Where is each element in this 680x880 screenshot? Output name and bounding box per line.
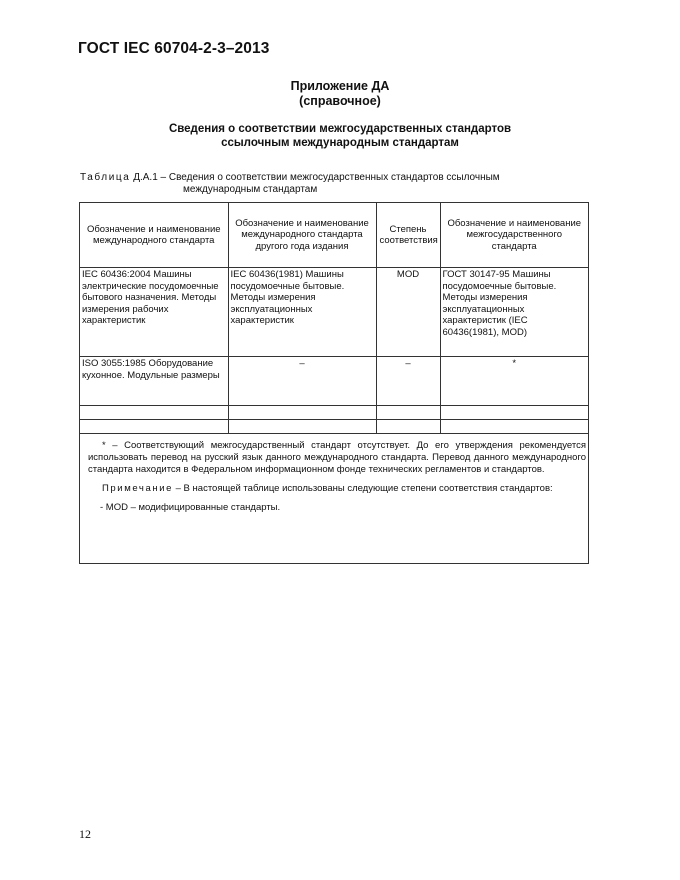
table-cell: * <box>440 357 588 406</box>
page-number: 12 <box>79 827 91 841</box>
column-header: Обозначение и наименование международного стандарта <box>80 203 228 268</box>
appendix-title <box>0 79 680 109</box>
column-header: Степень соответствия <box>376 203 440 268</box>
mod-definition: - MOD – модифицированные стандарты. <box>100 502 281 513</box>
table-caption <box>80 172 580 196</box>
table-cell-empty <box>228 406 376 420</box>
table-cell-empty <box>80 420 228 434</box>
table-cell-empty <box>228 420 376 434</box>
table-cell-empty <box>440 420 588 434</box>
table-caption-line2: международным стандартам <box>183 184 318 195</box>
table-row-empty <box>80 406 588 420</box>
table-row <box>80 357 588 406</box>
table-cell-empty <box>440 406 588 420</box>
table-cell-empty <box>80 406 228 420</box>
table-header-row <box>80 203 588 268</box>
appendix-subtitle-line1: Сведения о соответствии межгосударственных стандартов <box>168 123 512 135</box>
table-cell: – <box>376 357 440 406</box>
column-header: Обозначение и наименование межгосударственного стандарта <box>440 203 588 268</box>
table-cell: MOD <box>376 268 440 357</box>
column-header: Обозначение и наименование международного стандарта другого года издания <box>228 203 376 268</box>
table-cell-empty <box>376 420 440 434</box>
appendix-subtitle <box>0 122 680 150</box>
note-paragraph <box>88 483 586 495</box>
table-row <box>80 268 588 357</box>
table-caption-text: Д.А.1 – Сведения о соответствии межгосударственных стандартов ссылочным <box>130 172 500 183</box>
table-row-empty <box>80 420 588 434</box>
note-text: – В настоящей таблице использованы следующие степени соответствия стандартов: <box>173 483 553 494</box>
table-cell: ГОСТ 30147-95 Машины посудомоечные бытовые. Методы измерения эксплуатационных характеристик (IEC 60436(1981), MOD) <box>440 268 588 357</box>
appendix-kind: (справочное) <box>299 94 381 108</box>
table-notes <box>80 434 588 514</box>
standards-table <box>80 203 588 434</box>
table-cell: ISO 3055:1985 Оборудование кухонное. Модульные размеры <box>80 357 228 406</box>
appendix-name: Приложение ДА <box>290 79 390 93</box>
footnote: * – Соответствующий межгосударственный стандарт отсутствует. До его утверждения рекомендуется использовать перевод на русский язык данного международного стандарта. Перевод данного международного стандарта находится в Федеральном информационном фонде технических регламентов и стандартов. <box>88 440 586 475</box>
appendix-subtitle-line2: ссылочным международным стандартам <box>221 137 459 149</box>
table-cell: IEC 60436(1981) Машины посудомоечные бытовые. Методы измерения эксплуатационных характеристик <box>228 268 376 357</box>
standards-table-frame <box>79 202 589 564</box>
document-header: ГОСТ IEC 60704-2-3–2013 <box>78 40 270 57</box>
table-cell: – <box>228 357 376 406</box>
table-cell-empty <box>376 406 440 420</box>
table-cell: IEC 60436:2004 Машины электрические посудомоечные бытового назначения. Методы измерения рабочих характеристик <box>80 268 228 357</box>
table-caption-prefix: Таблица <box>80 172 131 183</box>
note-label: Примечание <box>102 483 173 494</box>
